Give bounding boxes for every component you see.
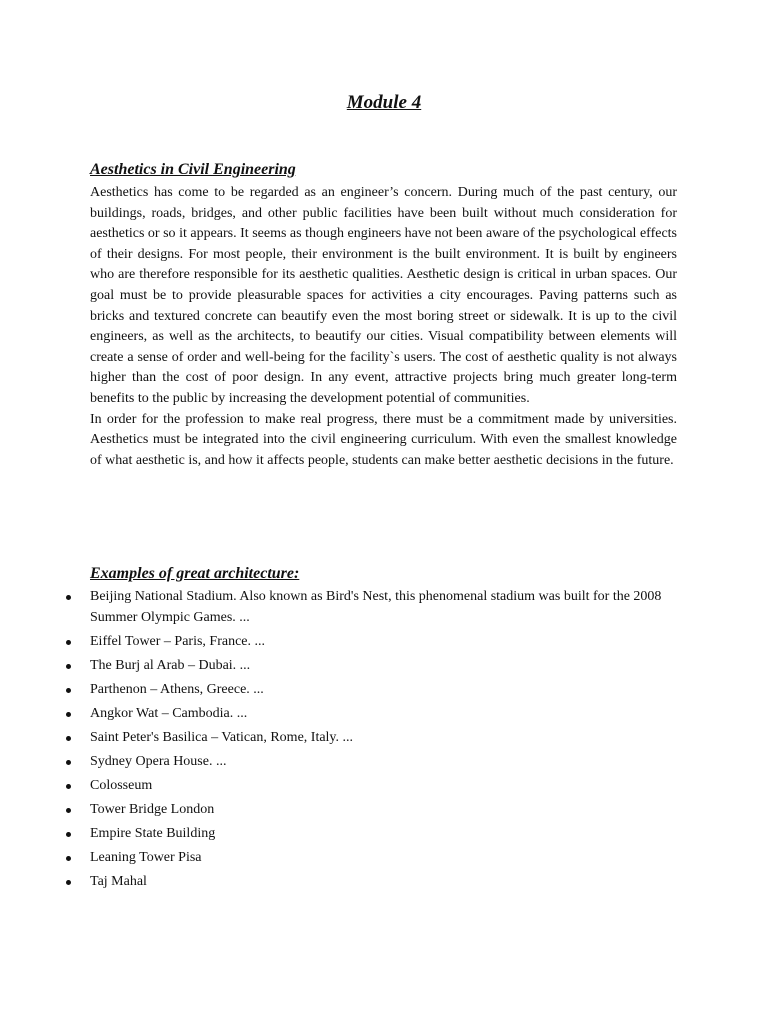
- list-item: [62, 776, 682, 797]
- examples-list: [62, 587, 682, 896]
- list-item: [62, 848, 682, 869]
- list-item: [62, 824, 682, 845]
- list-item: [62, 872, 682, 893]
- list-item: [62, 800, 682, 821]
- examples-heading: Examples of great architecture:: [90, 565, 300, 582]
- bullet-icon: [66, 760, 71, 765]
- list-item: [62, 632, 682, 653]
- bullet-icon: [66, 880, 71, 885]
- bullet-icon: [66, 808, 71, 813]
- aesthetics-paragraph: In order for the profession to make real progress, there must be a commitment made by universities. Aesthetics must be integrated into the civil engineering curriculum. With even the smallest knowledge of what aesthetic is, and how it affects people, students can make better aesthetic decisions in the future.: [90, 411, 677, 468]
- list-item-text: Empire State Building: [90, 825, 216, 841]
- bullet-icon: [66, 595, 71, 600]
- list-item: [62, 656, 682, 677]
- list-item: [62, 704, 682, 725]
- list-item: [62, 728, 682, 749]
- bullet-icon: [66, 688, 71, 693]
- list-item: [62, 752, 682, 773]
- bullet-icon: [66, 640, 71, 645]
- list-item-text: Leaning Tower Pisa: [90, 849, 202, 865]
- page-title: Module 4: [346, 92, 422, 113]
- list-item-text: Colosseum: [90, 777, 153, 793]
- list-item: [62, 680, 682, 701]
- list-item: [62, 587, 682, 628]
- list-item-text: Saint Peter's Basilica – Vatican, Rome, Italy. ...: [90, 729, 354, 745]
- list-item-text: Angkor Wat – Cambodia. ...: [90, 705, 248, 721]
- bullet-icon: [66, 832, 71, 837]
- list-item-text: Beijing National Stadium. Also known as Bird's Nest, this phenomenal stadium was built for the 2008 Summer Olympic Games. ...: [90, 589, 662, 625]
- list-item-text: Tower Bridge London: [90, 801, 215, 817]
- bullet-icon: [66, 736, 71, 741]
- list-item-text: Sydney Opera House. ...: [90, 753, 227, 769]
- aesthetics-heading: Aesthetics in Civil Engineering: [90, 161, 296, 178]
- list-item-text: The Burj al Arab – Dubai. ...: [90, 657, 251, 673]
- bullet-icon: [66, 856, 71, 861]
- aesthetics-body: [90, 183, 677, 471]
- list-item-text: Eiffel Tower – Paris, France. ...: [90, 633, 266, 649]
- bullet-icon: [66, 712, 71, 717]
- list-item-text: Parthenon – Athens, Greece. ...: [90, 681, 264, 697]
- bullet-icon: [66, 784, 71, 789]
- bullet-icon: [66, 664, 71, 669]
- list-item-text: Taj Mahal: [90, 873, 147, 889]
- aesthetics-paragraph: Aesthetics has come to be regarded as an engineer’s concern. During much of the past century, our buildings, roads, bridges, and other public facilities have been built without much consideration for aesthetics or so it appears. It seems as though engineers have not been aware of the psychological effects of their designs. For most people, their environment is the built environment. It is built by engineers who are therefore responsible for its aesthetic qualities. Aesthetic design is critical in urban spaces. Our goal must be to provide pleasurable spaces for activities a city encourages. Paving patterns such as bricks and textured concrete can beautify even the most boring street or sidewalk. It is up to the civil engineers, as well as the architects, to beautify our cities. Visual compatibility between elements will create a sense of order and well-being for the facility`s users. The cost of aesthetic quality is not always higher than the cost of poor design. In any event, attractive projects bring much greater long-term benefits to the public by increasing the development potential of communities.: [90, 185, 677, 406]
